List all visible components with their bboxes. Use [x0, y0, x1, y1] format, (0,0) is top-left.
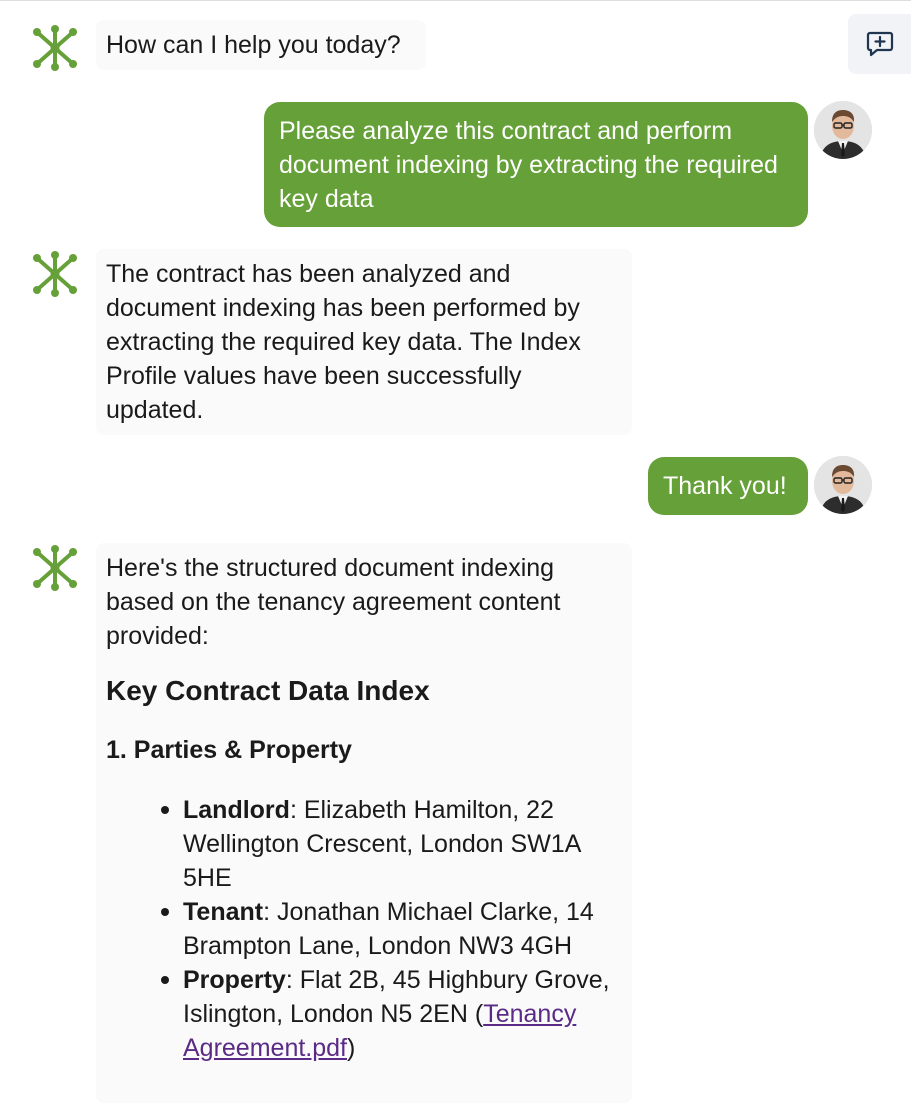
bot-message — [96, 543, 632, 1103]
new-chat-icon — [865, 29, 895, 59]
user-message — [264, 102, 808, 227]
new-chat-button[interactable] — [848, 14, 911, 74]
bot-network-icon — [32, 25, 78, 71]
bot-message-text: How can I help you today? — [106, 31, 401, 59]
bot-network-icon — [32, 545, 78, 591]
bot-message — [96, 20, 426, 70]
index-heading: Key Contract Data Index — [106, 675, 430, 706]
list-item — [183, 895, 622, 963]
list-item — [183, 963, 622, 1065]
user-message — [648, 457, 808, 515]
bot-message-text: The contract has been analyzed and document indexing has been performed by extracting the required key data. The Index Profile values have been successfully updated. — [106, 260, 581, 424]
user-avatar — [814, 101, 872, 159]
document-link[interactable]: Tenancy Agreement.pdf — [183, 1000, 577, 1062]
bot-message — [96, 249, 632, 435]
paren-close: ) — [347, 1034, 356, 1062]
user-message-text: Please analyze this contract and perform document indexing by extracting the required key data — [279, 117, 778, 213]
item-value: : Jonathan Michael Clarke, 14 Brampton Lane, London NW3 4GH — [183, 898, 594, 960]
user-message-text: Thank you! — [663, 472, 787, 500]
list-item — [183, 793, 622, 895]
index-list — [106, 793, 622, 1065]
paren-open: ( — [474, 1000, 484, 1028]
item-value: : Elizabeth Hamilton, 22 Wellington Crescent, London SW1A 5HE — [183, 796, 580, 892]
bot-message-text: Here's the structured document indexing based on the tenancy agreement content provided: — [106, 554, 561, 650]
item-label: Tenant — [183, 898, 264, 926]
item-value: : Flat 2B, 45 Highbury Grove, Islington, London N5 2EN — [183, 966, 610, 1028]
section-heading: 1. Parties & Property — [106, 736, 352, 764]
item-label: Landlord — [183, 796, 290, 824]
bot-network-icon — [32, 251, 78, 297]
item-label: Property — [183, 966, 286, 994]
user-avatar — [814, 456, 872, 514]
